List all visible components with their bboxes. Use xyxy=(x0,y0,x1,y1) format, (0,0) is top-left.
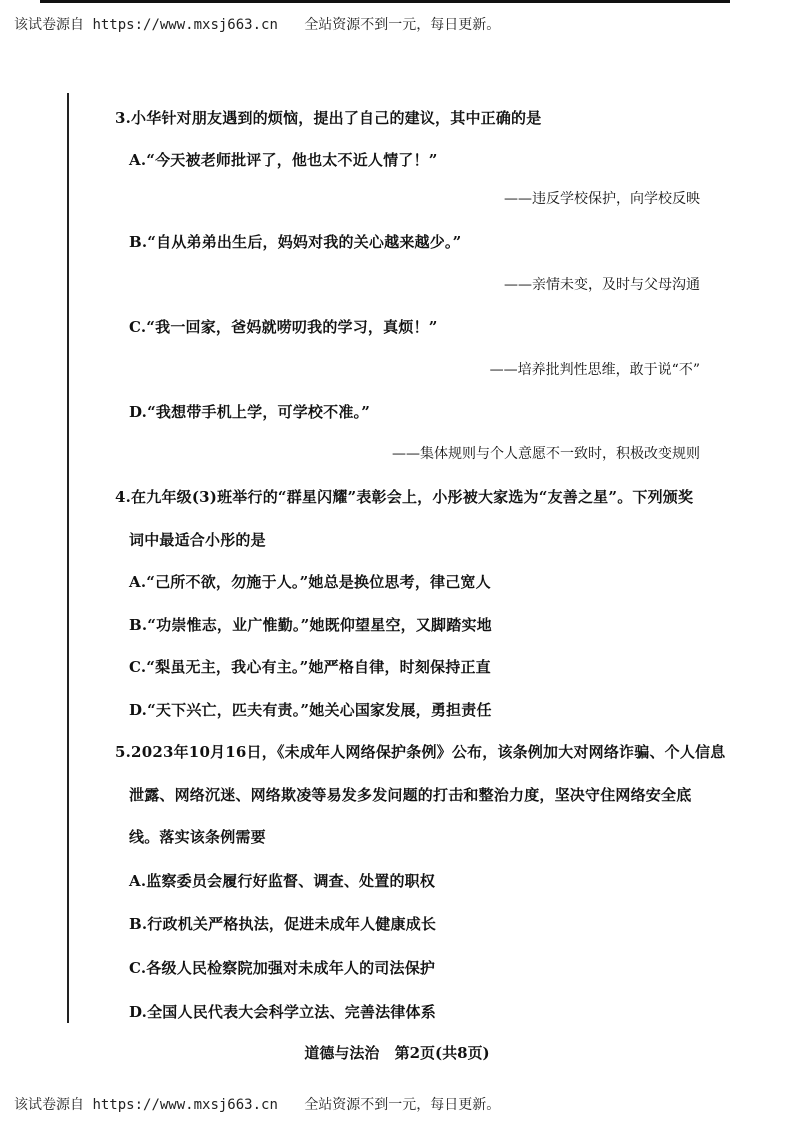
question-3-option-c: C.“我一回家，爸妈就唠叨我的学习，真烦！” xyxy=(129,318,438,336)
question-5-stem-line-2: 泄露、网络沉迷、网络欺凌等易发多发问题的打击和整治力度，坚决守住网络安全底 xyxy=(129,786,692,804)
watermark-source-label: 该试卷源自 xyxy=(14,1097,84,1113)
question-4-option-c: C.“梨虽无主，我心有主。”她严格自律，时刻保持正直 xyxy=(129,658,491,676)
watermark-url: https://www.mxsj663.cn xyxy=(92,1097,278,1113)
question-5-option-c: C.各级人民检察院加强对未成年人的司法保护 xyxy=(129,959,436,977)
watermark-url: https://www.mxsj663.cn xyxy=(92,17,278,33)
question-4-option-d: D.“天下兴亡，匹夫有责。”她关心国家发展，勇担责任 xyxy=(129,701,492,719)
question-5-option-a: A.监察委员会履行好监督、调查、处置的职权 xyxy=(129,872,436,890)
question-5-stem-line-3: 线。落实该条例需要 xyxy=(129,828,266,846)
question-5-option-b: B.行政机关严格执法，促进未成年人健康成长 xyxy=(129,915,437,933)
question-4-option-a: A.“己所不欲，勿施于人。”她总是换位思考，律己宽人 xyxy=(129,573,491,591)
question-5-stem-line-1: 5.2023年10月16日，《未成年人网络保护条例》公布，该条例加大对网络诈骗、个人信息 xyxy=(115,743,726,761)
question-4-option-b: B.“功崇惟志，业广惟勤。”她既仰望星空，又脚踏实地 xyxy=(129,616,492,634)
question-3-option-d: D.“我想带手机上学，可学校不准。” xyxy=(129,403,371,421)
footer-subject: 道德与法治 xyxy=(304,1044,380,1062)
top-border-rule xyxy=(40,0,730,3)
question-3-option-b-note: ——亲情未变，及时与父母沟通 xyxy=(504,277,700,293)
watermark-slogan: 全站资源不到一元，每日更新。 xyxy=(304,17,501,33)
watermark-source-label: 该试卷源自 xyxy=(14,17,84,33)
binding-margin-line xyxy=(67,93,69,1023)
footer-page-number: 第2页(共8页) xyxy=(394,1044,490,1062)
question-3-stem: 3.小华针对朋友遇到的烦恼，提出了自己的建议，其中正确的是 xyxy=(115,109,542,127)
question-4-stem-line-2: 词中最适合小彤的是 xyxy=(129,531,266,549)
page-footer xyxy=(0,1042,794,1063)
question-5-option-d: D.全国人民代表大会科学立法、完善法律体系 xyxy=(129,1003,436,1021)
question-4-stem-line-1: 4.在九年级(3)班举行的“群星闪耀”表彰会上，小彤被大家选为“友善之星”。下列颁奖 xyxy=(115,488,694,506)
question-3-option-c-note: ——培养批判性思维，敢于说“不” xyxy=(489,362,700,378)
watermark-slogan: 全站资源不到一元，每日更新。 xyxy=(304,1097,501,1113)
question-3-option-a-note: ——违反学校保护，向学校反映 xyxy=(504,191,700,207)
question-3-option-b: B.“自从弟弟出生后，妈妈对我的关心越来越少。” xyxy=(129,233,462,251)
watermark-bottom xyxy=(14,1094,500,1114)
question-3-option-a: A.“今天被老师批评了，他也太不近人情了！” xyxy=(129,151,438,169)
question-3-option-d-note: ——集体规则与个人意愿不一致时，积极改变规则 xyxy=(392,446,700,462)
watermark-top xyxy=(14,14,500,34)
